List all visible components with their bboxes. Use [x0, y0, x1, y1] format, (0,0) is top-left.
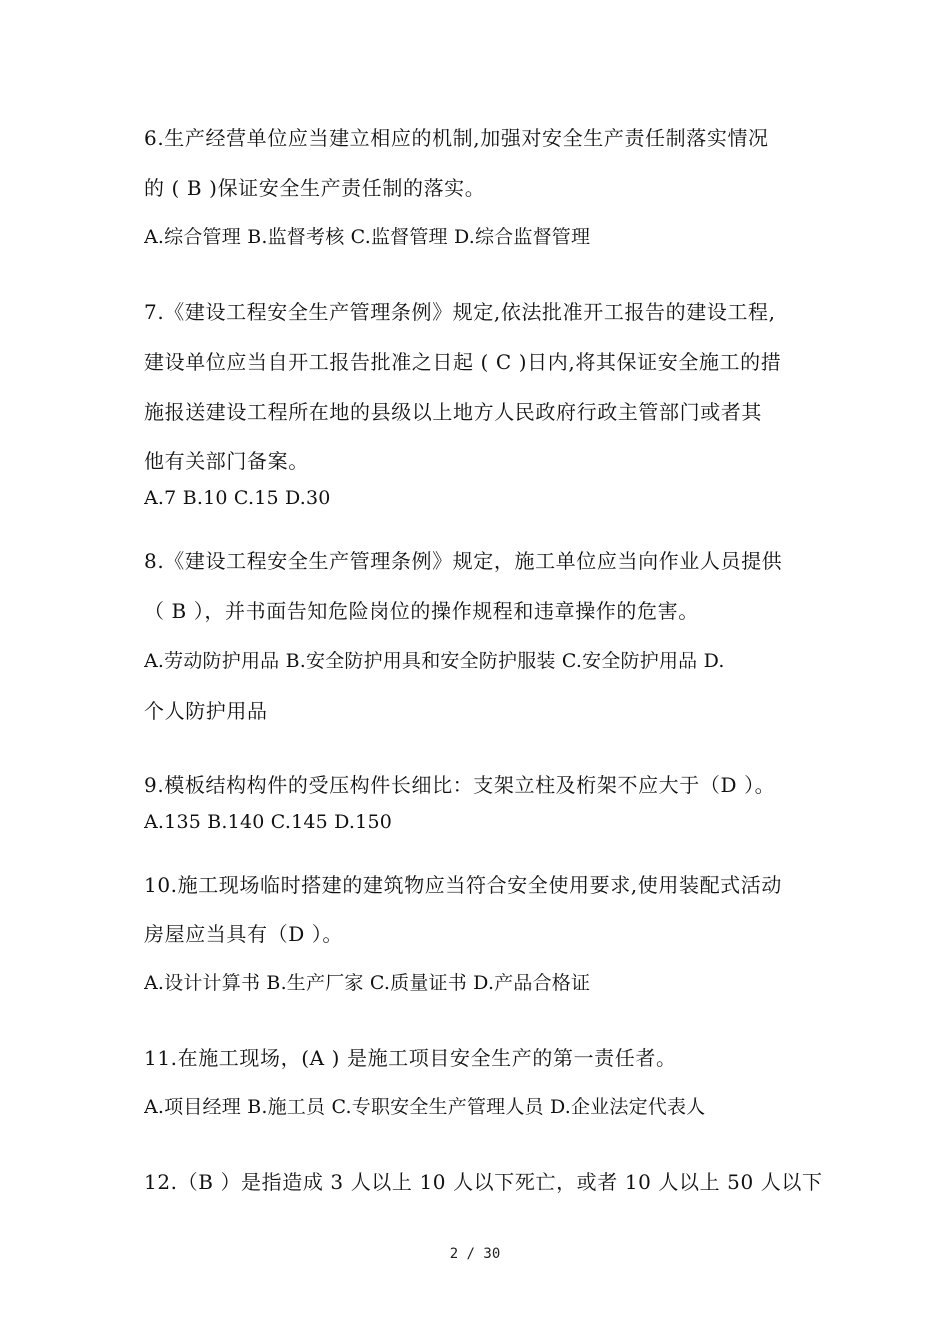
question-8-options-line-2: 个人防护用品	[144, 699, 268, 723]
question-8-line-1: 8.《建设工程安全生产管理条例》规定，施工单位应当向作业人员提供	[144, 549, 783, 573]
question-7-line-4: 他有关部门备案。	[144, 449, 309, 473]
question-7-options: A.7 B.10 C.15 D.30	[144, 487, 331, 509]
question-10-options: A.设计计算书 B.生产厂家 C.质量证书 D.产品合格证	[144, 972, 591, 994]
question-6-options: A.综合管理 B.监督考核 C.监督管理 D.综合监督管理	[144, 226, 591, 248]
question-12-line-1: 12.（B ）是指造成 3 人以上 10 人以下死亡，或者 10 人以上 50 人以下	[144, 1170, 823, 1194]
question-6-line-1: 6.生产经营单位应当建立相应的机制,加强对安全生产责任制落实情况	[144, 126, 769, 150]
question-9-options: A.135 B.140 C.145 D.150	[144, 811, 393, 833]
question-9-line-1: 9.模板结构构件的受压构件长细比：支架立柱及桁架不应大于（D ）。	[144, 773, 776, 797]
page-indicator: 2 / 30	[449, 1246, 501, 1262]
question-8-line-2: （ B ），并书面告知危险岗位的操作规程和违章操作的危害。	[144, 599, 699, 623]
question-10-line-2: 房屋应当具有（D ）。	[144, 922, 343, 946]
question-10-line-1: 10.施工现场临时搭建的建筑物应当符合安全使用要求,使用装配式活动	[144, 873, 782, 897]
question-11-options: A.项目经理 B.施工员 C.专职安全生产管理人员 D.企业法定代表人	[144, 1096, 706, 1118]
question-6-line-2: 的 ( B )保证安全生产责任制的落实。	[144, 176, 486, 200]
question-8-options-line-1: A.劳动防护用品 B.安全防护用具和安全防护服装 C.安全防护用品 D.	[144, 650, 725, 672]
question-7-line-3: 施报送建设工程所在地的县级以上地方人民政府行政主管部门或者其	[144, 400, 762, 424]
question-7-line-1: 7.《建设工程安全生产管理条例》规定,依法批准开工报告的建设工程,	[144, 300, 776, 324]
question-7-line-2: 建设单位应当自开工报告批准之日起 ( C )日内,将其保证安全施工的措	[144, 350, 782, 374]
question-11-line-1: 11.在施工现场，(A ) 是施工项目安全生产的第一责任者。	[144, 1046, 677, 1070]
